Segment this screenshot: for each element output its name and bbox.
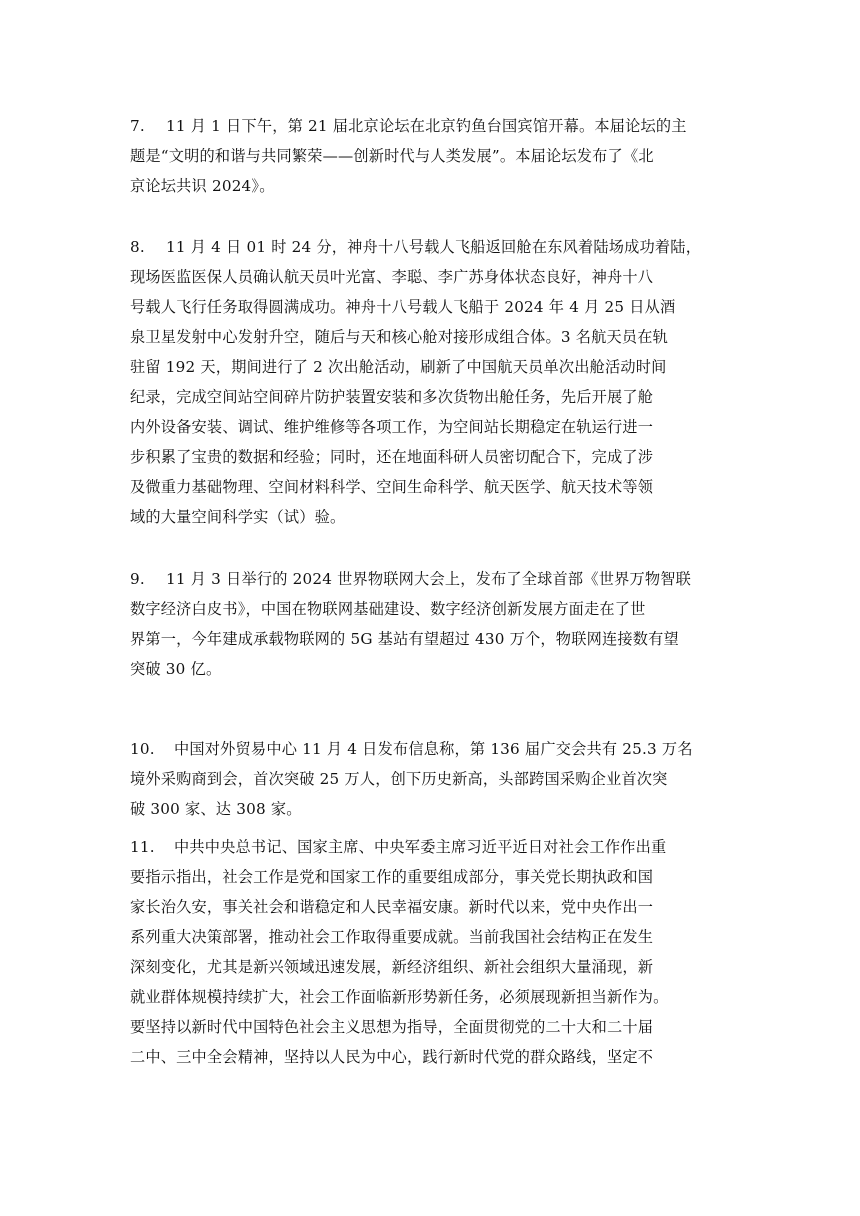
item-line: 步积累了宝贵的数据和经验；同时，还在地面科研人员密切配合下，完成了涉 [130, 448, 654, 466]
item-number: 8. [130, 238, 145, 256]
item-line: 题是“文明的和谐与共同繁荣——创新时代与人类发展”。本届论坛发布了《北 [130, 147, 654, 165]
list-item-11 [130, 832, 730, 1072]
item-text: 中共中央总书记、国家主席、中央军委主席习近平近日对社会工作作出重 [174, 838, 667, 856]
item-line: 界第一，今年建成承载物联网的 5G 基站有望超过 430 万个，物联网连接数有望 [130, 630, 679, 648]
item-line: 就业群体规模持续扩大，社会工作面临新形势新任务，必须展现新担当新作为。 [130, 988, 669, 1006]
item-number: 7. [130, 117, 145, 135]
list-item-9 [130, 564, 730, 684]
item-line: 域的大量空间科学实（试）验。 [130, 508, 346, 526]
item-line: 京论坛共识 2024》。 [130, 177, 275, 195]
item-line: 内外设备安装、调试、维护维修等各项工作，为空间站长期稳定在轨运行进一 [130, 418, 654, 436]
item-line: 二中、三中全会精神，坚持以人民为中心，践行新时代党的群众路线，坚定不 [130, 1048, 654, 1066]
item-line: 家长治久安，事关社会和谐稳定和人民幸福安康。新时代以来，党中央作出一 [130, 898, 654, 916]
item-line: 境外采购商到会，首次突破 25 万人，创下历史新高，头部跨国采购企业首次突 [130, 770, 668, 788]
item-number: 9. [130, 570, 145, 588]
list-item-7 [130, 111, 730, 201]
item-number: 10. [130, 740, 155, 758]
item-number: 11. [130, 838, 155, 856]
item-text: 11 月 1 日下午，第 21 届北京论坛在北京钓鱼台国宾馆开幕。本届论坛的主 [166, 117, 687, 135]
item-line: 号载人飞行任务取得圆满成功。神舟十八号载人飞船于 2024 年 4 月 25 日从酒 [130, 298, 676, 316]
item-line [130, 232, 730, 262]
item-line: 纪录，完成空间站空间碎片防护装置安装和多次货物出舱任务，先后开展了舱 [130, 388, 654, 406]
item-line: 及微重力基础物理、空间材料科学、空间生命科学、航天医学、航天技术等领 [130, 478, 654, 496]
item-text: 11 月 4 日 01 时 24 分，神舟十八号载人飞船返回舱在东风着陆场成功着陆， [166, 238, 702, 256]
item-line: 驻留 192 天，期间进行了 2 次出舱活动，刷新了中国航天员单次出舱活动时间 [130, 358, 667, 376]
item-text: 11 月 3 日举行的 2024 世界物联网大会上，发布了全球首部《世界万物智联 [166, 570, 692, 588]
item-line: 现场医监医保人员确认航天员叶光富、李聪、李广苏身体状态良好，神舟十八 [130, 268, 654, 286]
item-line: 要指示指出，社会工作是党和国家工作的重要组成部分，事关党长期执政和国 [130, 868, 654, 886]
list-item-10 [130, 734, 730, 824]
item-line: 破 300 家、达 308 家。 [130, 800, 302, 818]
item-line [130, 734, 730, 764]
item-line: 泉卫星发射中心发射升空，随后与天和核心舱对接形成组合体。3 名航天员在轨 [130, 328, 669, 346]
item-line [130, 564, 730, 594]
item-line [130, 832, 730, 862]
item-line: 系列重大决策部署，推动社会工作取得重要成就。当前我国社会结构正在发生 [130, 928, 654, 946]
item-line: 数字经济白皮书》，中国在物联网基础建设、数字经济创新发展方面走在了世 [130, 600, 646, 618]
list-item-8 [130, 232, 730, 532]
item-line [130, 111, 730, 141]
item-line: 要坚持以新时代中国特色社会主义思想为指导，全面贯彻党的二十大和二十届 [130, 1018, 654, 1036]
item-line: 突破 30 亿。 [130, 660, 222, 678]
item-line: 深刻变化，尤其是新兴领域迅速发展，新经济组织、新社会组织大量涌现，新 [130, 958, 654, 976]
item-text: 中国对外贸易中心 11 月 4 日发布信息称，第 136 届广交会共有 25.3 万名 [174, 740, 693, 758]
